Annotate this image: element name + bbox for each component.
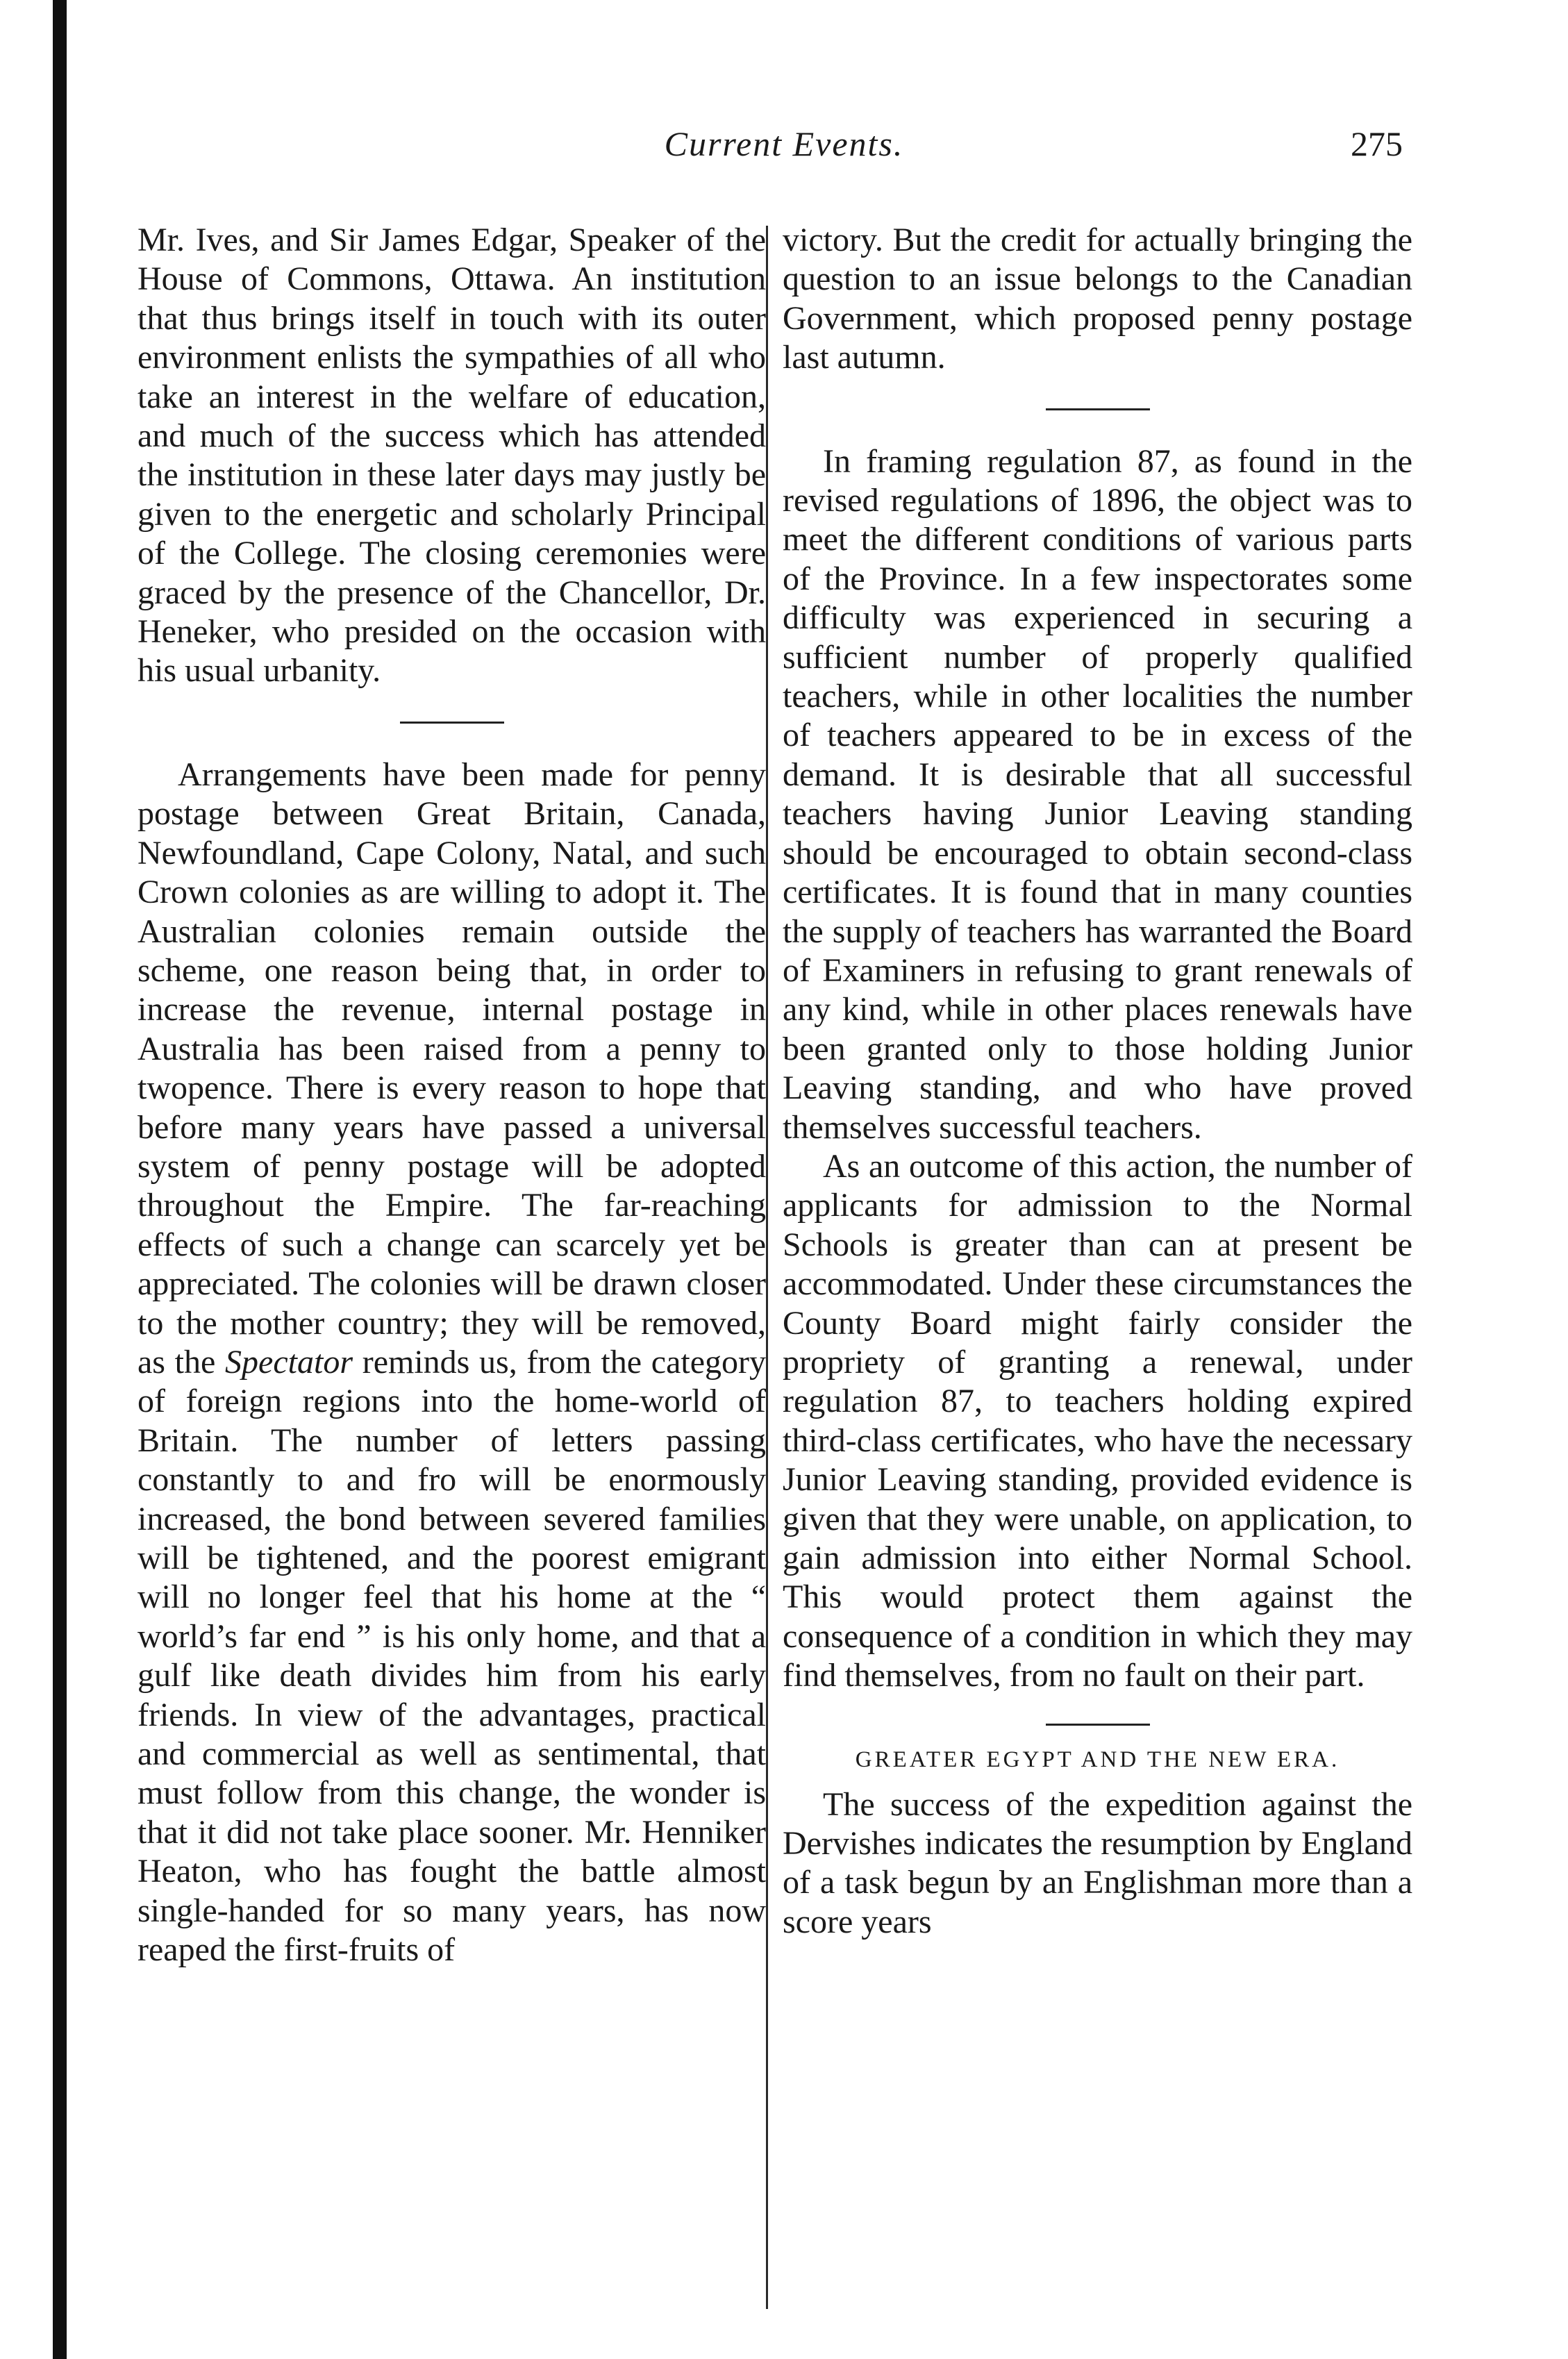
column-divider bbox=[766, 226, 768, 2309]
paragraph-regulation-87: In framing regulation 87, as found in the revised regulations of 1896, the object was to meet the different conditions of various parts of the Province. In a few inspectorates some difficulty was experienced in securing a sufficient number of properly qualified teachers, while in other localities the number of teachers appeared to be in excess of the demand. It is desirable that all successful teachers having Junior Leaving standing should be encouraged to obtain second-class certificates. It is found that in many counties the supply of teachers has warranted the Board of Examiners in refusing to grant renewals of any kind, while in other places renewals have been granted only to those holding Junior Leaving standing, and who have proved themselves successful teachers. bbox=[783, 442, 1412, 1146]
paragraph-penny-postage-part1: Arrangements have been made for penny postage between Great Britain, Canada, Newfoundland, Cape Colony, Natal, and such Crown colonies as are willing to adopt it. The Australian colonies remain outside the scheme, one reason being that, in order to increase the revenue, internal postage in Australia has been raised from a penny to twopence. There is every reason to hope that before many years have passed a universal system of penny postage will be adopted throughout the Empire. The far-reaching effects of such a change can scarcely yet be appreciated. The colonies will be drawn closer to the mother country; they will be removed, as the bbox=[137, 756, 766, 1381]
section-rule bbox=[400, 722, 504, 724]
paragraph-penny-postage-part2: reminds us, from the category of foreign regions into the home-world of Britain. The number of letters passing constantly to and fro will be enormously increased, the bond between severed families will be tightened, and the poorest emigrant will no longer feel that his home at the “ world’s far end ” is his only home, and that a gulf like death divides him from his early friends. In view of the advantages, practical and commercial as well as sentimental, that must follow from this change, the wonder is that it did not take place sooner. Mr. Henniker Heaton, who has fought the battle almost single-handed for so many years, has now reaped the first-fruits of bbox=[137, 1343, 767, 1969]
paragraph-greater-egypt: The success of the expedition against the Dervishes indicates the resumption by England of a task begun by an Englishman more than a score years bbox=[783, 1785, 1412, 1940]
page-number: 275 bbox=[1351, 124, 1403, 163]
section-rule bbox=[1046, 408, 1150, 410]
page-header bbox=[0, 124, 1568, 179]
paragraph-penny-postage bbox=[137, 756, 766, 1970]
binding-edge bbox=[53, 0, 67, 2359]
section-heading bbox=[783, 1744, 1412, 1773]
paragraph-normal-school-closing: Mr. Ives, and Sir James Edgar, Speaker of the House of Commons, Ottawa. An institution that thus brings itself in touch with its outer environment enlists the sympathies of all who take an interest in the welfare of education, and much of the success which has attended the institution in these later days may justly be given to the energetic and scholarly Principal of the College. The closing ceremonies were graced by the presence of the Chancellor, Dr. Heneker, who presided on the occasion with his usual urbanity. bbox=[137, 222, 766, 690]
paragraph-penny-postage-continued: victory. But the credit for actually bringing the question to an issue belongs to the Canadian Government, which proposed penny postage last autumn. bbox=[783, 222, 1412, 376]
right-column bbox=[783, 221, 1412, 1942]
paragraph-normal-school-admission: As an outcome of this action, the number of applicants for admission to the Normal Schools is greater than can at present be accommodated. Under these circumstances the County Board might fairly consider the propriety of granting a renewal, under regulation 87, to teachers holding expired third-class certificates, who have the necessary Junior Leaving standing, provided evidence is given that they were unable, on application, to gain admission into either Normal School. This would protect them against the consequence of a condition in which they may find themselves, from no fault on their part. bbox=[783, 1147, 1412, 1694]
section-rule bbox=[1046, 1724, 1150, 1726]
publication-title: Spectator bbox=[225, 1343, 353, 1381]
running-title: Current Events. bbox=[664, 124, 904, 163]
left-column bbox=[137, 221, 766, 1969]
section-heading-text: GREATER EGYPT AND THE NEW ERA. bbox=[855, 1747, 1340, 1772]
